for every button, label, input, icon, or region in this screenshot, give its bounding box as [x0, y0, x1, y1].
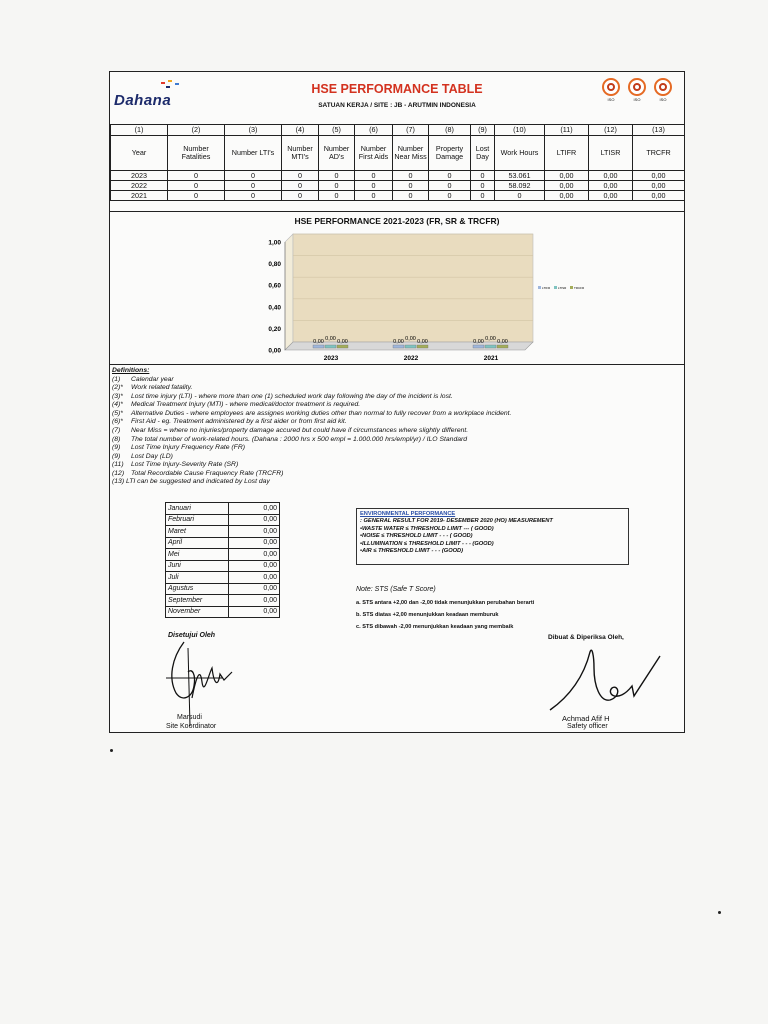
environmental-line: : GENERAL RESULT FOR 2019- DESEMBER 2020 (HO) MEASUREMENT [360, 518, 553, 525]
column-header: Lost Day [471, 136, 495, 171]
month-name: September [166, 595, 229, 607]
bar-value-label: 0,00 [405, 336, 416, 342]
column-number: (9) [471, 125, 495, 136]
table-cell: 0 [495, 191, 545, 201]
month-name: November [166, 606, 229, 618]
column-header: LTIFR [545, 136, 589, 171]
x-tick-label: 2022 [403, 355, 419, 360]
table-cell: 0 [471, 181, 495, 191]
table-cell: 2021 [111, 191, 168, 201]
logo-text: Dahana [114, 92, 172, 109]
lti-monthly-table [165, 502, 280, 618]
table-cell: 0,00 [589, 181, 633, 191]
column-header: Number MTI's [282, 136, 319, 171]
legend-swatch [538, 286, 541, 289]
table-cell: 58.092 [495, 181, 545, 191]
table-cell: 0 [319, 181, 355, 191]
report-subtitle: SATUAN KERJA / SITE : JB - ARUTMIN INDONESIA [318, 102, 476, 109]
table-row [111, 191, 685, 201]
table-cell: 0 [225, 171, 282, 181]
definition-key: (7) [112, 426, 121, 434]
signature-right-icon [540, 646, 670, 716]
definition-text: Lost Time Injury-Severity Rate (SR) [131, 461, 239, 469]
lti-month-row [166, 606, 280, 618]
definition-item [112, 436, 682, 445]
lti-month-row [166, 560, 280, 572]
definition-key: (3)* [112, 392, 123, 400]
chart-bar [473, 345, 484, 348]
definition-text: Lost time injury (LTI) - where more than one (1) scheduled work day following the day of the incident is lost. [131, 392, 453, 400]
chart-title: HSE PERFORMANCE 2021-2023 (FR, SR & TRCFR) [294, 216, 500, 226]
prepared-by-label: Dibuat & Diperiksa Oleh, [548, 634, 624, 641]
definition-text: Calendar year [131, 375, 174, 383]
y-tick-label: 1,00 [268, 239, 281, 247]
chart-bar [393, 345, 404, 348]
environmental-line: •ILLUMINATION ≤ THRESHOLD LIMIT - - - (GOOD) [360, 540, 494, 547]
month-name: Januari [166, 503, 229, 515]
table-cell: 0 [429, 181, 471, 191]
sts-note-item: b. STS diatas +2,00 menunjukkan keadaan memburuk [356, 612, 499, 618]
y-tick-label: 0,80 [268, 261, 281, 269]
definition-item [112, 410, 682, 419]
column-header: LTISR [589, 136, 633, 171]
table-cell: 0,00 [589, 171, 633, 181]
lti-month-row [166, 503, 280, 515]
definition-item [112, 470, 682, 479]
y-tick-label: 0,40 [268, 304, 281, 312]
month-value: 0,00 [229, 595, 280, 607]
table-cell: 0 [429, 171, 471, 181]
column-header: Year [111, 136, 168, 171]
lti-month-row [166, 549, 280, 561]
month-value: 0,00 [229, 549, 280, 561]
table-cell: 0,00 [633, 171, 685, 181]
hse-performance-chart [110, 211, 684, 365]
bar-value-label: 0,00 [325, 336, 336, 342]
month-value: 0,00 [229, 583, 280, 595]
table-cell: 0 [168, 181, 225, 191]
month-name: April [166, 537, 229, 549]
table-cell: 0 [168, 191, 225, 201]
coordinator-role: Site Koordinator [166, 723, 217, 730]
lti-month-row [166, 572, 280, 584]
table-cell: 0,00 [633, 181, 685, 191]
month-value: 0,00 [229, 560, 280, 572]
legend-label: LTISR [558, 286, 567, 290]
chart-bar [337, 345, 348, 348]
column-number: (2) [168, 125, 225, 136]
chart-plot-area [293, 234, 533, 342]
column-number: (13) [633, 125, 685, 136]
lti-month-row [166, 537, 280, 549]
column-number: (7) [393, 125, 429, 136]
month-name: Juli [166, 572, 229, 584]
bar-value-label: 0,00 [485, 336, 496, 342]
column-number: (1) [111, 125, 168, 136]
coordinator-name: Marsudi [177, 714, 202, 721]
table-cell: 0 [225, 191, 282, 201]
chart-bar [325, 345, 336, 348]
iso-cert-icon: ISO [600, 78, 622, 102]
definition-key: (11) [112, 461, 124, 469]
chart-bar [405, 345, 416, 348]
bar-value-label: 0,00 [337, 339, 348, 345]
chart-bar [485, 345, 496, 348]
chart-bar [497, 345, 508, 348]
definition-text: Work related fatality. [131, 384, 193, 392]
bar-value-label: 0,00 [313, 339, 324, 345]
lti-month-row [166, 514, 280, 526]
table-cell: 0 [393, 191, 429, 201]
definition-text: Alternative Duties - where employees are assignes working duties other than normal to fully recover from a workplace incident. [131, 409, 512, 417]
x-tick-label: 2023 [323, 355, 339, 360]
table-cell: 0 [355, 181, 393, 191]
month-name: Agustus [166, 583, 229, 595]
table-cell: 0 [393, 171, 429, 181]
bar-value-label: 0,00 [473, 339, 484, 345]
definition-text: Lost Day (LD) [131, 452, 173, 460]
definition-item [112, 401, 682, 410]
definition-key: (9) [112, 444, 121, 452]
table-cell: 0 [429, 191, 471, 201]
definition-item [112, 393, 682, 402]
definition-item [112, 461, 682, 470]
month-name: Mei [166, 549, 229, 561]
approved-by-label: Disetujui Oleh [168, 632, 216, 639]
table-cell: 0 [225, 181, 282, 191]
legend-label: LTIFR [542, 286, 551, 290]
lti-month-row [166, 583, 280, 595]
table-cell: 0 [319, 191, 355, 201]
table-cell: 53.061 [495, 171, 545, 181]
y-tick-label: 0,20 [268, 325, 281, 333]
table-cell: 0,00 [545, 171, 589, 181]
iso-cert-icon: ISO [626, 78, 648, 102]
definition-item [112, 478, 682, 487]
definition-key: (1) [112, 375, 121, 383]
chart-bar [313, 345, 324, 348]
environmental-title: ENVIRONMENTAL PERFORMANCE [360, 511, 456, 517]
column-number: (10) [495, 125, 545, 136]
table-cell: 0 [471, 191, 495, 201]
table-cell: 2023 [111, 171, 168, 181]
definition-text: Near Miss = where no injuries/property damage accured but could have if circumstances where slightly different. [131, 426, 469, 434]
definition-key: (8) [112, 435, 121, 443]
definition-key: (12) [112, 469, 125, 477]
column-header: Number Near Miss [393, 136, 429, 171]
column-header: Property Damage [429, 136, 471, 171]
x-tick-label: 2021 [483, 355, 499, 360]
column-header: TRCFR [633, 136, 685, 171]
hse-report-sheet [109, 71, 685, 733]
definition-key: (6)* [112, 418, 123, 426]
definition-item [112, 444, 682, 453]
sts-note-item: c. STS dibawah -2,00 menunjukkan keadaan yang membaik [356, 624, 514, 630]
report-title: HSE PERFORMANCE TABLE [311, 82, 483, 96]
column-number: (12) [589, 125, 633, 136]
table-cell: 0 [282, 171, 319, 181]
lti-month-row [166, 526, 280, 538]
definition-key: (9) [112, 452, 121, 460]
table-cell: 0,00 [545, 181, 589, 191]
table-cell: 0,00 [589, 191, 633, 201]
environmental-line: •AIR ≤ THRESHOLD LIMIT - - - (GOOD) [360, 548, 464, 555]
definitions-heading: Definitions: [112, 367, 150, 374]
sts-note-title: Note: STS (Safe T Score) [356, 586, 436, 593]
sts-note-item: a. STS antara +2,00 dan -2,00 tidak menunjukkan perubahan berarti [356, 600, 535, 606]
column-header: Number LTI's [225, 136, 282, 171]
scan-speck [110, 749, 113, 752]
column-number: (5) [319, 125, 355, 136]
definition-item [112, 427, 682, 436]
safety-officer-role: Safety officer [567, 723, 608, 730]
month-value: 0,00 [229, 526, 280, 538]
definition-item [112, 384, 682, 393]
definition-item [112, 453, 682, 462]
table-cell: 0 [282, 181, 319, 191]
legend-swatch [554, 286, 557, 289]
month-value: 0,00 [229, 503, 280, 515]
month-value: 0,00 [229, 572, 280, 584]
signature-left-icon [162, 638, 252, 728]
table-cell: 0 [319, 171, 355, 181]
table-cell: 0 [471, 171, 495, 181]
definition-text: Lost Time Injury Frequency Rate (FR) [131, 444, 246, 452]
y-tick-label: 0,00 [268, 347, 281, 355]
definition-text: The total number of work-related hours. (Dahana : 2000 hrs x 500 empl = 1.000.000 hrs/empl/yr) / ILO Standard [131, 435, 468, 443]
bar-value-label: 0,00 [497, 339, 508, 345]
column-header: Number Fatalities [168, 136, 225, 171]
table-cell: 0 [355, 191, 393, 201]
month-value: 0,00 [229, 537, 280, 549]
definitions-section [112, 367, 682, 487]
table-cell: 0,00 [633, 191, 685, 201]
environmental-line: •WASTE WATER ≤ THRESHOLD LIMIT --- ( GOOD) [360, 525, 494, 532]
column-number: (8) [429, 125, 471, 136]
chart-side-wall [285, 234, 293, 350]
certification-badges [600, 78, 676, 108]
month-name: Juni [166, 560, 229, 572]
table-row [111, 181, 685, 191]
definition-key: (5)* [112, 409, 123, 417]
column-header: Work Hours [495, 136, 545, 171]
column-header: Number First Aids [355, 136, 393, 171]
y-tick-label: 0,60 [268, 282, 281, 290]
table-row [111, 171, 685, 181]
month-name: Maret [166, 526, 229, 538]
safety-officer-name: Achmad Afif H [562, 714, 610, 723]
environmental-line: •NOISE ≤ THRESHOLD LIMIT - - - ( GOOD) [360, 533, 473, 540]
month-name: Februari [166, 514, 229, 526]
legend-swatch [570, 286, 573, 289]
chart-plot [110, 230, 684, 360]
environmental-performance-box [356, 508, 629, 565]
hse-performance-table [110, 124, 685, 201]
definition-item [112, 418, 682, 427]
chart-bar [417, 345, 428, 348]
definition-item [112, 376, 682, 385]
report-header [110, 72, 684, 124]
table-cell: 0 [282, 191, 319, 201]
month-value: 0,00 [229, 514, 280, 526]
table-cell: 0,00 [545, 191, 589, 201]
definition-text: Medical Treatment Injury (MTI) - where medical/doctor treatment is required. [131, 401, 361, 409]
month-value: 0,00 [229, 606, 280, 618]
table-cell: 0 [168, 171, 225, 181]
table-cell: 0 [393, 181, 429, 191]
scan-speck [718, 911, 721, 914]
column-number: (4) [282, 125, 319, 136]
column-number: (6) [355, 125, 393, 136]
table-cell: 0 [355, 171, 393, 181]
legend-label: TRCFR [574, 286, 585, 290]
column-header: Number AD's [319, 136, 355, 171]
definition-text: (13) LTI can be suggested and indicated by Lost day [112, 478, 270, 486]
column-number: (11) [545, 125, 589, 136]
definition-text: First Aid - eg. Treatment administered by a first aider or from first aid kit. [131, 418, 347, 426]
definition-key: (2)* [112, 384, 123, 392]
definition-text: Total Recordable Cause Fraquency Rate (TRCFR) [131, 469, 284, 477]
bar-value-label: 0,00 [393, 339, 404, 345]
lti-month-row [166, 595, 280, 607]
table-cell: 2022 [111, 181, 168, 191]
bar-value-label: 0,00 [417, 339, 428, 345]
iso-cert-icon: ISO [652, 78, 674, 102]
definition-key: (4)* [112, 401, 123, 409]
column-number: (3) [225, 125, 282, 136]
